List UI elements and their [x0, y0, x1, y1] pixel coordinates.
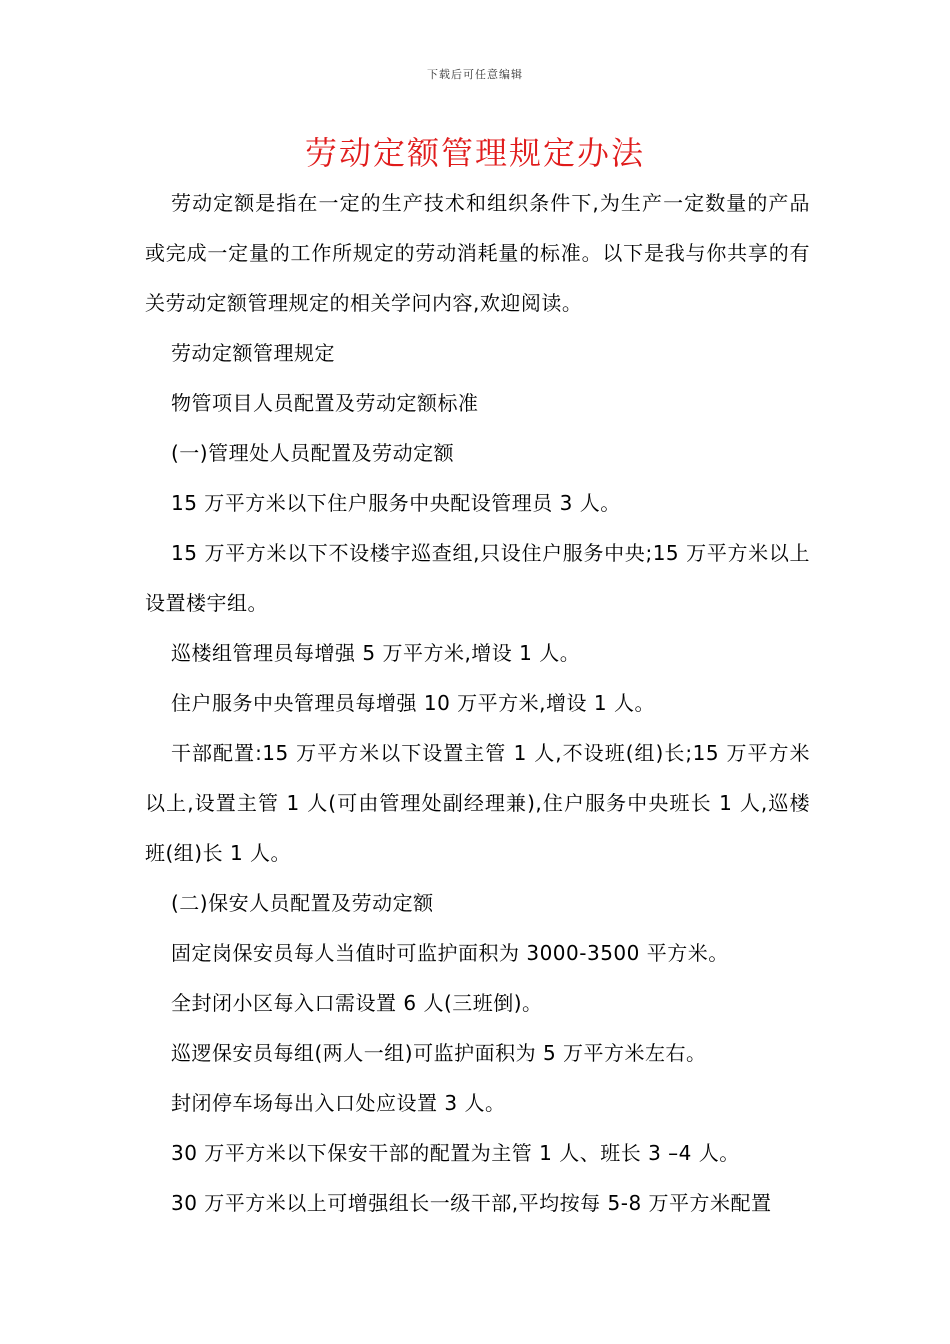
- paragraph: 15 万平方米以下住户服务中央配设管理员 3 人。: [171, 491, 621, 515]
- paragraph: 15 万平方米以下不设楼宇巡查组,只设住户服务中央;15 万平方米以上设置楼宇组。: [145, 541, 810, 615]
- document-title: 劳动定额管理规定办法: [304, 134, 645, 172]
- paragraph: 30 万平方米以下保安干部的配置为主管 1 人、班长 3 –4 人。: [171, 1141, 740, 1165]
- paragraph: 巡逻保安员每组(两人一组)可监护面积为 5 万平方米左右。: [171, 1041, 707, 1065]
- paragraph-subheading: 物管项目人员配置及劳动定额标准: [171, 391, 479, 415]
- paragraph-heading: 劳动定额管理规定: [171, 341, 335, 365]
- paragraph: 全封闭小区每入口需设置 6 人(三班倒)。: [171, 991, 543, 1015]
- paragraph: 住户服务中央管理员每增强 10 万平方米,增设 1 人。: [171, 691, 655, 715]
- document-body: [145, 178, 810, 1228]
- paragraph-section-2: (二)保安人员配置及劳动定额: [171, 891, 434, 915]
- paragraph: 固定岗保安员每人当值时可监护面积为 3000-3500 平方米。: [171, 941, 729, 965]
- paragraph-intro: 劳动定额是指在一定的生产技术和组织条件下,为生产一定数量的产品或完成一定量的工作所规定的劳动消耗量的标准。以下是我与你共享的有关劳动定额管理规定的相关学问内容,欢迎阅读。: [145, 191, 810, 315]
- paragraph-section-1: (一)管理处人员配置及劳动定额: [171, 441, 455, 465]
- paragraph: 封闭停车场每出入口处应设置 3 人。: [171, 1091, 506, 1115]
- paragraph: 巡楼组管理员每增强 5 万平方米,增设 1 人。: [171, 641, 581, 665]
- paragraph: 干部配置:15 万平方米以下设置主管 1 人,不设班(组)长;15 万平方米以上,设置主管 1 人(可由管理处副经理兼),住户服务中央班长 1 人,巡楼班(组)长 1 人。: [145, 741, 810, 865]
- paragraph: 30 万平方米以上可增强组长一级干部,平均按每 5-8 万平方米配置: [171, 1191, 772, 1215]
- header-note: 下载后可任意编辑: [427, 68, 523, 81]
